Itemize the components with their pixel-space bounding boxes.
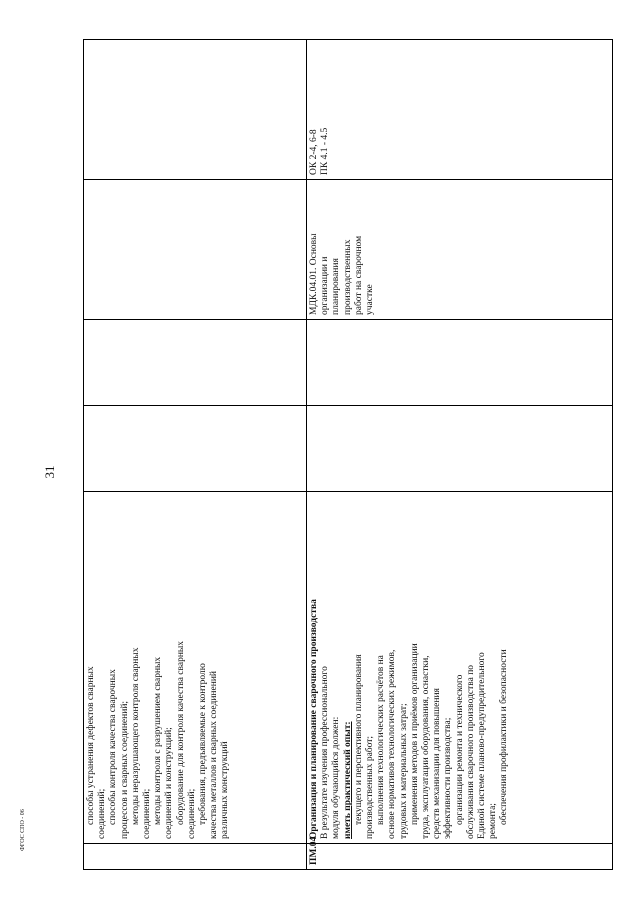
row1-line: соединений;	[142, 788, 153, 839]
footer-doc-code: ФГОС СПО - 06	[20, 809, 26, 851]
module-code: ПМ.04	[307, 844, 613, 870]
row2-line: выполнения технологических расчётов на	[376, 655, 387, 825]
mdk-line: планирования	[331, 258, 342, 315]
competency-line: ОК 2-4, 6-8	[309, 129, 320, 175]
row2-line: основе нормативов технологических режимов,	[387, 649, 398, 839]
row1-line: различных конструкций	[220, 741, 231, 839]
row2-line: средств механизации для повышения	[432, 688, 443, 839]
row1-line: процессов и сварных соединений;	[119, 700, 130, 839]
row1-col5-cell	[84, 180, 307, 320]
row1-code-cell	[84, 844, 307, 870]
row2-line: трудовых и материальных затрат;	[398, 703, 409, 839]
table-row	[307, 40, 613, 870]
row2-line: эффективности производства;	[443, 717, 454, 839]
row2-line: модуля обучающийся должен:	[331, 716, 342, 839]
row2-line: обеспечения профилактики и безопасности	[499, 649, 510, 825]
page-number: 31	[42, 465, 57, 479]
row2-line: применения методов и приёмов организации	[409, 643, 420, 825]
row2-line: производственных работ;	[365, 735, 376, 839]
competency-line: ПК 4.1 - 4.5	[320, 127, 331, 175]
row1-line: способы контроля качества сварочных	[108, 669, 119, 825]
row2-line: ремонта;	[488, 803, 499, 839]
row1-line: соединений;	[186, 788, 197, 839]
row1-col4-cell	[84, 320, 307, 406]
row2-line: иметь практический опыт:	[342, 721, 353, 839]
row1-line: методы контроля с разрушением сварных	[153, 656, 164, 825]
mdk-line: участке	[365, 284, 376, 315]
mdk-line: МДК.04.01. Основы	[309, 233, 320, 315]
row1-col3-cell	[84, 406, 307, 492]
row2-content-cell	[307, 492, 613, 844]
row2-line: труда, эксплуатации оборудования, оснастки,	[421, 655, 432, 839]
row2-line: организации ремонта и технического	[454, 674, 465, 825]
row2-line: В результате изучения профессионального	[320, 666, 331, 839]
rotated-table-wrapper	[83, 40, 613, 870]
row1-line: методы неразрушающего контроля сварных	[130, 647, 141, 825]
row2-line: текущего и перспективного планирования	[353, 654, 364, 825]
row1-content-cell	[84, 492, 307, 844]
row1-line: требования, предъявляемые к контролю	[198, 663, 209, 825]
row1-col6-cell	[84, 40, 307, 180]
mdk-line: организации и	[320, 256, 331, 315]
row1-line: качества металлов и сварных соединений	[209, 671, 220, 839]
mdk-line: работ на сварочном	[353, 235, 364, 315]
mdk-cell	[307, 180, 613, 320]
table-row	[84, 40, 307, 870]
competencies-cell	[307, 40, 613, 180]
row1-line: соединений и конструкций;	[164, 727, 175, 839]
module-title: Организация и планирование сварочного производства	[309, 599, 320, 839]
row1-line: оборудование для контроля качества сварных	[175, 640, 186, 825]
row1-line: соединений;	[97, 788, 108, 839]
row2-col4-cell	[307, 320, 613, 406]
row2-line: Единой системе планово-предупредительного	[477, 652, 488, 839]
row1-line: способы устранения дефектов сварных	[86, 666, 96, 825]
row2-line: обслуживания сварочного производства по	[465, 664, 476, 839]
curriculum-table	[83, 39, 613, 870]
row2-col3-cell	[307, 406, 613, 492]
mdk-line: производственных	[342, 239, 353, 315]
